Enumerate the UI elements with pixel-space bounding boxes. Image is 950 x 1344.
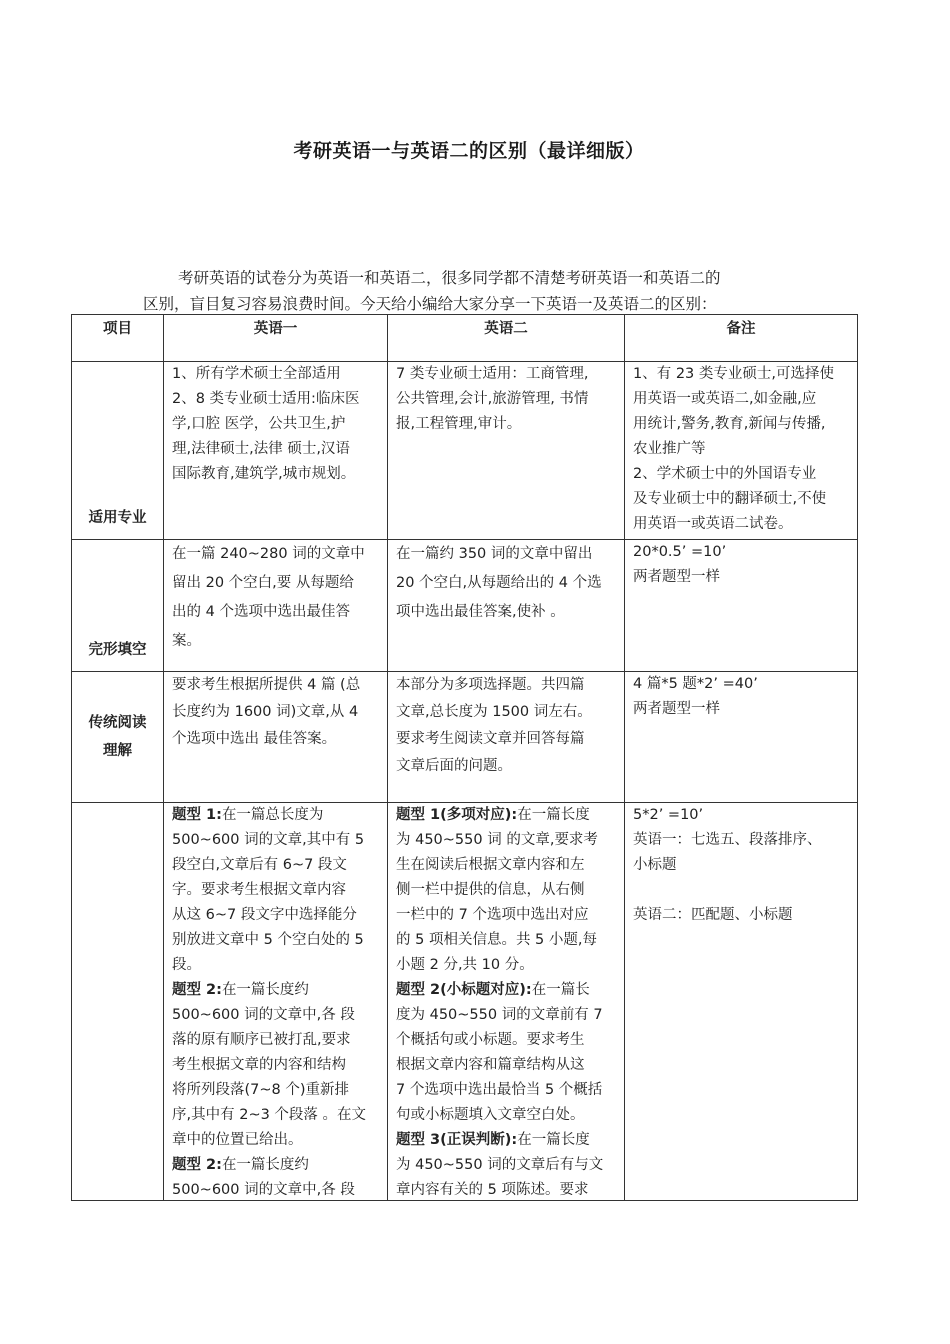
cell-e2-cloze [388,540,625,672]
text-line: 5*2’ =10’ [633,807,704,823]
text-line [172,978,381,1003]
text-line: 20 个空白,从每题给出的 4 个选 [396,575,602,591]
text-line [172,803,381,828]
text-line: 1、所有学术硕士全部适用 [172,366,341,382]
text-line: 段空白,文章后有 6~7 段文 [172,857,347,873]
text-line: 落的原有顺序已被打乱,要求 [172,1032,351,1048]
cell-e1-cloze [164,540,388,672]
text-line: 两者题型一样 [633,701,720,717]
header-notes: 备注 [625,315,858,362]
text-line: 生在阅读后根据文章内容和左 [396,857,585,873]
type-label: 题型 2: [172,982,222,998]
text-line: 国际教育,建筑学,城市规划。 [172,466,356,482]
text-line: 用英语一或英语二试卷。 [633,516,793,532]
text-line: 要求考生阅读文章并回答每篇 [396,731,585,747]
text-line: 两者题型一样 [633,569,720,585]
row-label-reading [72,672,164,803]
table-row-new-types [72,803,858,1201]
table-row-cloze [72,540,858,672]
intro-line-2: 区别，盲目复习容易浪费时间。今天给小编给大家分享一下英语一及英语二的区别： [143,295,717,313]
text-line: 侧一栏中提供的信息，从右侧 [396,882,585,898]
type-label: 题型 2: [172,1157,222,1173]
table-row-applicable-majors [72,362,858,540]
row-label-new-types [72,803,164,1201]
text-line: 及专业硕士中的翻译硕士,不使 [633,491,827,507]
text-line: 为 450~550 词的文章后有与文 [396,1157,604,1173]
cell-e2-reading [388,672,625,803]
text-line: 500~600 词的文章中,各 段 [172,1182,355,1198]
text-line: 文章后面的问题。 [396,758,512,774]
table-row-reading [72,672,858,803]
text-line: 一栏中的 7 个选项中选出对应 [396,907,589,923]
text-line: 项中选出最佳答案,使补 。 [396,604,565,620]
text-line: 序,其中有 2~3 个段落 。在文 [172,1107,367,1123]
text-line: 理,法律硕士,法律 硕士,汉语 [172,441,350,457]
text-line: 文章,总长度为 1500 词左右。 [396,704,592,720]
cell-note-cloze [625,540,858,672]
text-line: 7 类专业硕士适用：工商管理, [396,366,589,382]
text-line: 章中的位置已给出。 [172,1132,303,1148]
text-line: 500~600 词的文章,其中有 5 [172,832,365,848]
text-line: 2、学术硕士中的外国语专业 [633,466,817,482]
text-line: 英语一：七选五、段落排序、 [633,832,822,848]
text-line: 要求考生根据所提供 4 篇 (总 [172,677,361,693]
cell-note-new-types [625,803,858,1201]
cell-e1-new-types [164,803,388,1201]
cell-e1-applicable [164,362,388,540]
text-line: 案。 [172,633,201,649]
text-line: 本部分为多项选择题。共四篇 [396,677,585,693]
text-line: 个选项中选出 最佳答案。 [172,731,337,747]
text-line: 出的 4 个选项中选出最佳答 [172,604,350,620]
text-line: 农业推广等 [633,441,706,457]
text-line: 从这 6~7 段文字中选择能分 [172,907,357,923]
text-line: 为 450~550 词 的文章,要求考 [396,832,598,848]
text-segment: 在一篇长度 [517,807,590,823]
type-label: 题型 1: [172,807,222,823]
comparison-table [71,314,858,1201]
header-english-one: 英语一 [164,315,388,362]
type-label: 题型 2(小标题对应): [396,982,532,998]
text-segment: 在一篇长度 [517,1132,590,1148]
cell-note-applicable [625,362,858,540]
text-line: 在一篇 240~280 词的文章中 [172,546,365,562]
text-line: 的 5 项相关信息。共 5 小题,每 [396,932,597,948]
text-segment: 在一篇总长度为 [221,807,324,823]
header-english-two: 英语二 [388,315,625,362]
text-line: 小题 2 分,共 10 分。 [396,957,534,973]
cell-e2-applicable [388,362,625,540]
label-line: 理解 [103,743,132,759]
text-line: 句或小标题填入文章空白处。 [396,1107,585,1123]
text-line: 考生根据文章的内容和结构 [172,1057,346,1073]
text-segment: 在一篇长 [531,982,590,998]
header-item: 项目 [72,315,164,362]
text-line: 章内容有关的 5 项陈述。要求 [396,1182,589,1198]
text-line: 500~600 词的文章中,各 段 [172,1007,355,1023]
cell-e2-new-types [388,803,625,1201]
text-line: 用统计,警务,教育,新闻与传播, [633,416,826,432]
row-label-applicable-majors: 适用专业 [72,362,164,540]
text-line: 英语二：匹配题、小标题 [633,907,793,923]
page-title: 考研英语一与英语二的区别（最详细版） [293,140,645,162]
text-line: 字。要求考生根据文章内容 [172,882,346,898]
text-line: 别放进文章中 5 个空白处的 5 [172,932,364,948]
text-line: 度为 450~550 词的文章前有 7 [396,1007,603,1023]
text-line [172,1153,381,1178]
label-line: 传统阅读 [88,715,147,731]
text-segment: 在一篇长度约 [221,982,309,998]
text-line: 留出 20 个空白,要 从每题给 [172,575,354,591]
text-line [396,1128,618,1153]
text-line: 20*0.5’ =10’ [633,544,727,560]
text-line [396,803,618,828]
cell-e1-reading [164,672,388,803]
table-header-row [72,315,858,362]
text-line: 在一篇约 350 词的文章中留出 [396,546,593,562]
text-line: 段。 [172,957,201,973]
cell-note-reading [625,672,858,803]
text-line: 公共管理,会计,旅游管理, 书情 [396,391,589,407]
text-line: 个概括句或小标题。要求考生 [396,1032,585,1048]
text-line: 1、有 23 类专业硕士,可选择使 [633,366,835,382]
intro-line-1: 考研英语的试卷分为英语一和英语二，很多同学都不清楚考研英语一和英语二的 [178,269,721,287]
row-label-cloze: 完形填空 [72,540,164,672]
text-line: 学,口腔 医学，公共卫生,护 [172,416,346,432]
text-line [396,978,618,1003]
text-line: 4 篇*5 题*2’ =40’ [633,676,758,692]
type-label: 题型 3(正误判断): [396,1132,518,1148]
text-line: 将所列段落(7~8 个)重新排 [172,1082,350,1098]
type-label: 题型 1(多项对应): [396,807,518,823]
text-segment: 在一篇长度约 [221,1157,309,1173]
spacer [633,878,851,903]
text-line: 报,工程管理,审计。 [396,416,522,432]
text-line: 根据文章内容和篇章结构从这 [396,1057,585,1073]
text-line: 2、8 类专业硕士适用:临床医 [172,391,360,407]
text-line: 长度约为 1600 词)文章,从 4 [172,704,359,720]
text-line: 用英语一或英语二,如金融,应 [633,391,817,407]
text-line: 小标题 [633,857,677,873]
text-line: 7 个选项中选出最恰当 5 个概括 [396,1082,603,1098]
